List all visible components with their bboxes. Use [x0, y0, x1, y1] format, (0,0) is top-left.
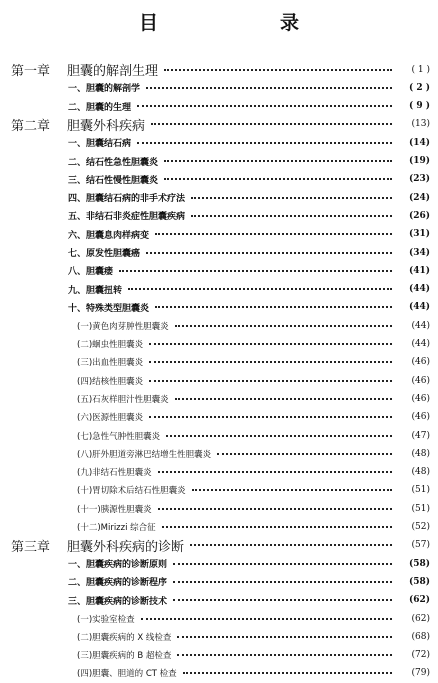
dot-leader: [177, 636, 392, 638]
page-title: 目 录: [138, 12, 327, 34]
toc-section-row: [0, 554, 438, 573]
entry-label: 二、结石性急性胆囊炎: [68, 157, 159, 168]
toc-subsection-row: [0, 627, 438, 646]
toc-subsection-row: [0, 426, 438, 445]
entry-label: 七、原发性胆囊癌: [68, 249, 141, 259]
page-number: (51): [411, 503, 430, 514]
entry-label: 一、胆囊疾病的诊断原则: [68, 560, 168, 571]
dot-leader: [146, 252, 392, 254]
toc-chapter-row: [0, 536, 438, 555]
dot-leader: [192, 489, 392, 491]
entry-label: (三)胆囊疾病的 B 超检查: [77, 651, 172, 662]
toc-subsection-row: [0, 389, 438, 408]
toc-section-row: [0, 152, 438, 171]
toc-section-row: [0, 243, 438, 262]
toc-subsection-row: [0, 335, 438, 354]
toc-section-row: [0, 261, 438, 280]
toc-subsection-row: [0, 463, 438, 482]
entry-label: 胆囊外科疾病的诊断: [67, 539, 185, 555]
dot-leader: [149, 361, 392, 363]
page-number: (23): [408, 174, 430, 185]
page-number: (46): [411, 412, 430, 423]
page-number: (44): [408, 284, 430, 295]
dot-leader: [183, 672, 392, 674]
dot-leader: [141, 618, 392, 620]
entry-label: 胆囊外科疾病: [67, 118, 146, 134]
toc-subsection-row: [0, 481, 438, 500]
toc-subsection-row: [0, 646, 438, 665]
entry-label: 胆囊的解剖生理: [67, 64, 159, 79]
page-number: (62): [408, 595, 430, 606]
toc-subsection-row: [0, 371, 438, 390]
dot-leader: [137, 105, 392, 107]
toc-section-row: [0, 188, 438, 207]
toc-section-row: [0, 97, 438, 116]
dot-leader: [158, 508, 392, 510]
page-number: (44): [408, 302, 430, 313]
entry-label: (八)肝外胆道旁淋巴结增生性胆囊炎: [77, 449, 212, 460]
page-number: (68): [411, 631, 430, 642]
toc-section-row: [0, 591, 438, 610]
entry-label: (九)非结石性胆囊炎: [77, 468, 152, 479]
entry-label: (六)医源性胆囊炎: [77, 413, 144, 424]
page-number: (48): [411, 467, 430, 478]
chapter-number: 第三章: [11, 539, 51, 555]
toc-section-row: [0, 280, 438, 299]
page-number: (58): [408, 576, 430, 587]
toc-subsection-row: [0, 609, 438, 628]
entry-label: 三、胆囊疾病的诊断技术: [68, 596, 168, 607]
page-number: (47): [411, 430, 430, 441]
page-number: (57): [411, 540, 430, 551]
page-number: (41): [408, 265, 430, 276]
page-number: (58): [408, 558, 430, 569]
toc-subsection-row: [0, 444, 438, 463]
entry-label: 六、胆囊息肉样病变: [68, 230, 150, 241]
toc-subsection-row: [0, 518, 438, 537]
page-number: ( 2 ): [408, 82, 430, 93]
entry-label: (四)结核性胆囊炎: [77, 376, 144, 387]
page-number: (52): [411, 522, 430, 532]
dot-leader: [151, 123, 392, 125]
toc-subsection-row: [0, 664, 438, 683]
dot-leader: [173, 581, 392, 583]
entry-label: 三、结石性慢性胆囊炎: [68, 175, 159, 186]
entry-label: 八、胆囊瘘: [68, 267, 114, 278]
dot-leader: [217, 453, 392, 455]
toc-section-row: [0, 225, 438, 244]
dot-leader: [155, 306, 392, 308]
page-number: (26): [408, 210, 430, 221]
page-number: ( 9 ): [408, 101, 430, 112]
dot-leader: [149, 343, 392, 345]
entry-label: (五)石灰样胆汁性胆囊炎: [77, 394, 169, 405]
page-number: (46): [411, 393, 430, 404]
entry-label: 一、胆囊的解剖学: [68, 84, 141, 95]
page-number: (34): [408, 247, 430, 258]
entry-label: 十、特殊类型胆囊炎: [68, 303, 150, 314]
entry-label: (二)蛔虫性胆囊炎: [77, 340, 144, 350]
toc-subsection-row: [0, 408, 438, 427]
page-number: (13): [411, 119, 430, 130]
toc-subsection-row: [0, 353, 438, 372]
dot-leader: [190, 544, 392, 546]
entry-label: 二、胆囊疾病的诊断程序: [68, 578, 168, 589]
entry-label: (七)急性气肿性胆囊炎: [77, 431, 161, 442]
dot-leader: [149, 380, 392, 382]
chapter-number: 第二章: [11, 118, 51, 134]
toc-subsection-row: [0, 316, 438, 335]
entry-label: 一、胆囊结石病: [68, 139, 132, 150]
dot-leader: [162, 526, 392, 528]
entry-label: (一)实验室检查: [77, 614, 135, 625]
page-number: (19): [408, 156, 430, 166]
dot-leader: [137, 142, 392, 144]
dot-leader: [164, 160, 392, 162]
entry-label: (十)胃切除术后结石性胆囊炎: [77, 486, 186, 497]
dot-leader: [146, 87, 392, 89]
toc-section-row: [0, 133, 438, 152]
dot-leader: [175, 325, 392, 327]
toc-section-row: [0, 206, 438, 225]
dot-leader: [119, 270, 392, 272]
dot-leader: [164, 69, 392, 71]
page-number: (48): [411, 448, 430, 459]
dot-leader: [155, 233, 392, 235]
toc-section-row: [0, 572, 438, 591]
chapter-number: 第一章: [11, 64, 51, 79]
dot-leader: [149, 416, 392, 418]
dot-leader: [128, 288, 392, 290]
toc-chapter-row: [0, 115, 438, 134]
dot-leader: [166, 435, 392, 437]
toc-section-row: [0, 78, 438, 97]
page-number: (72): [411, 650, 430, 661]
entry-label: (四)胆囊、胆道的 CT 检查: [77, 669, 177, 680]
dot-leader: [191, 215, 392, 217]
entry-label: 五、非结石非炎症性胆囊疾病: [68, 212, 186, 223]
page-number: (44): [411, 339, 430, 349]
toc-subsection-row: [0, 499, 438, 518]
dot-leader: [177, 654, 392, 656]
entry-label: (十一)胰源性胆囊炎: [77, 504, 152, 515]
entry-label: 四、胆囊结石病的非手术疗法: [68, 194, 186, 205]
entry-label: 二、胆囊的生理: [68, 102, 132, 113]
dot-leader: [191, 197, 392, 199]
page-number: (14): [408, 137, 430, 148]
page-number: (31): [408, 229, 430, 240]
page-number: (62): [411, 613, 430, 624]
dot-leader: [173, 599, 392, 601]
page-number: (44): [411, 320, 430, 331]
dot-leader: [164, 178, 392, 180]
page-number: ( 1 ): [411, 64, 430, 75]
entry-label: (一)黄色肉芽肿性胆囊炎: [77, 321, 169, 332]
toc-chapter-row: [0, 60, 438, 79]
entry-label: (二)胆囊疾病的 X 线检查: [77, 632, 172, 643]
dot-leader: [175, 398, 392, 400]
page-number: (24): [408, 192, 430, 203]
toc-section-row: [0, 170, 438, 189]
page-number: (46): [411, 357, 430, 368]
entry-label: 九、胆囊扭转: [68, 285, 123, 296]
page-number: (46): [411, 375, 430, 386]
entry-label: (十二)Mirizzi 综合征: [77, 523, 156, 533]
dot-leader: [173, 563, 392, 565]
page-number: (79): [411, 668, 430, 679]
page-number: (51): [411, 485, 430, 496]
entry-label: (三)出血性胆囊炎: [77, 358, 144, 369]
dot-leader: [158, 471, 392, 473]
toc-section-row: [0, 298, 438, 317]
